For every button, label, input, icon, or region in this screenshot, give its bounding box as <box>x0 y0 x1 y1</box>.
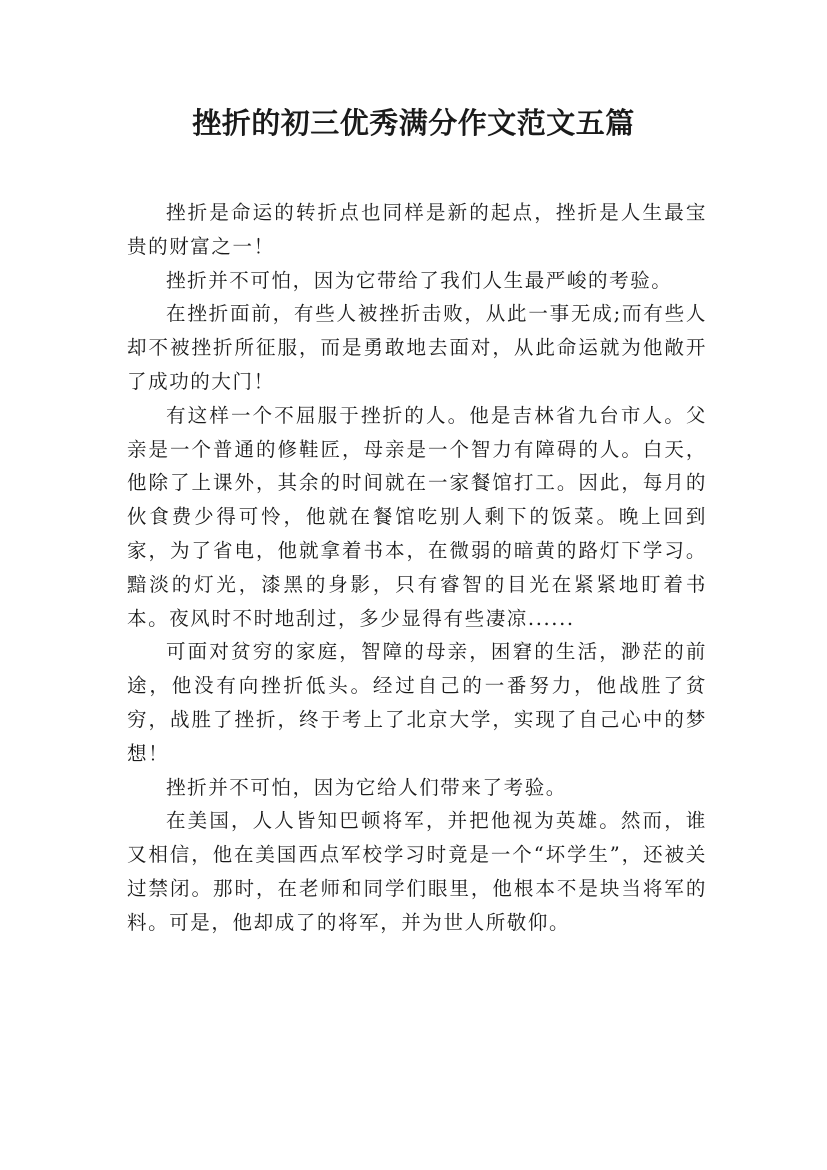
document-body <box>127 196 707 940</box>
paragraph: 挫折是命运的转折点也同样是新的起点，挫折是人生最宝贵的财富之一！ <box>127 201 707 258</box>
paragraph: 挫折并不可怕，因为它给人们带来了考验。 <box>166 775 567 799</box>
paragraph: 可面对贫穷的家庭，智障的母亲，困窘的生活，渺茫的前途，他没有向挫折低头。经过自己的一番努力，他战胜了贫穷，战胜了挫折，终于考上了北京大学，实现了自己心中的梦想！ <box>127 640 707 765</box>
paragraph: 有这样一个不屈服于挫折的人。他是吉林省九台市人。父亲是一个普通的修鞋匠，母亲是一个智力有障碍的人。白天，他除了上课外，其余的时间就在一家餐馆打工。因此，每月的伙食费少得可怜，他就在餐馆吃别人剩下的饭菜。晚上回到家，为了省电，他就拿着书本，在微弱的暗黄的路灯下学习。黯淡的灯光，漆黑的身影，只有睿智的目光在紧紧地盯着书本。夜风时不时地刮过，多少显得有些凄凉...... <box>127 403 707 630</box>
paragraph: 挫折并不可怕，因为它带给了我们人生最严峻的考验。 <box>166 268 673 292</box>
paragraph: 在美国，人人皆知巴顿将军，并把他视为英雄。然而，谁又相信，他在美国西点军校学习时竟是一个“坏学生”，还被关过禁闭。那时，在老师和同学们眼里，他根本不是块当将军的料。可是，他却成了的将军，并为世人所敬仰。 <box>127 809 707 934</box>
document-title: 挫折的初三优秀满分作文范文五篇 <box>192 106 635 140</box>
paragraph: 在挫折面前，有些人被挫折击败，从此一事无成;而有些人却不被挫折所征服，而是勇敢地去面对，从此命运就为他敞开了成功的大门！ <box>127 302 707 393</box>
